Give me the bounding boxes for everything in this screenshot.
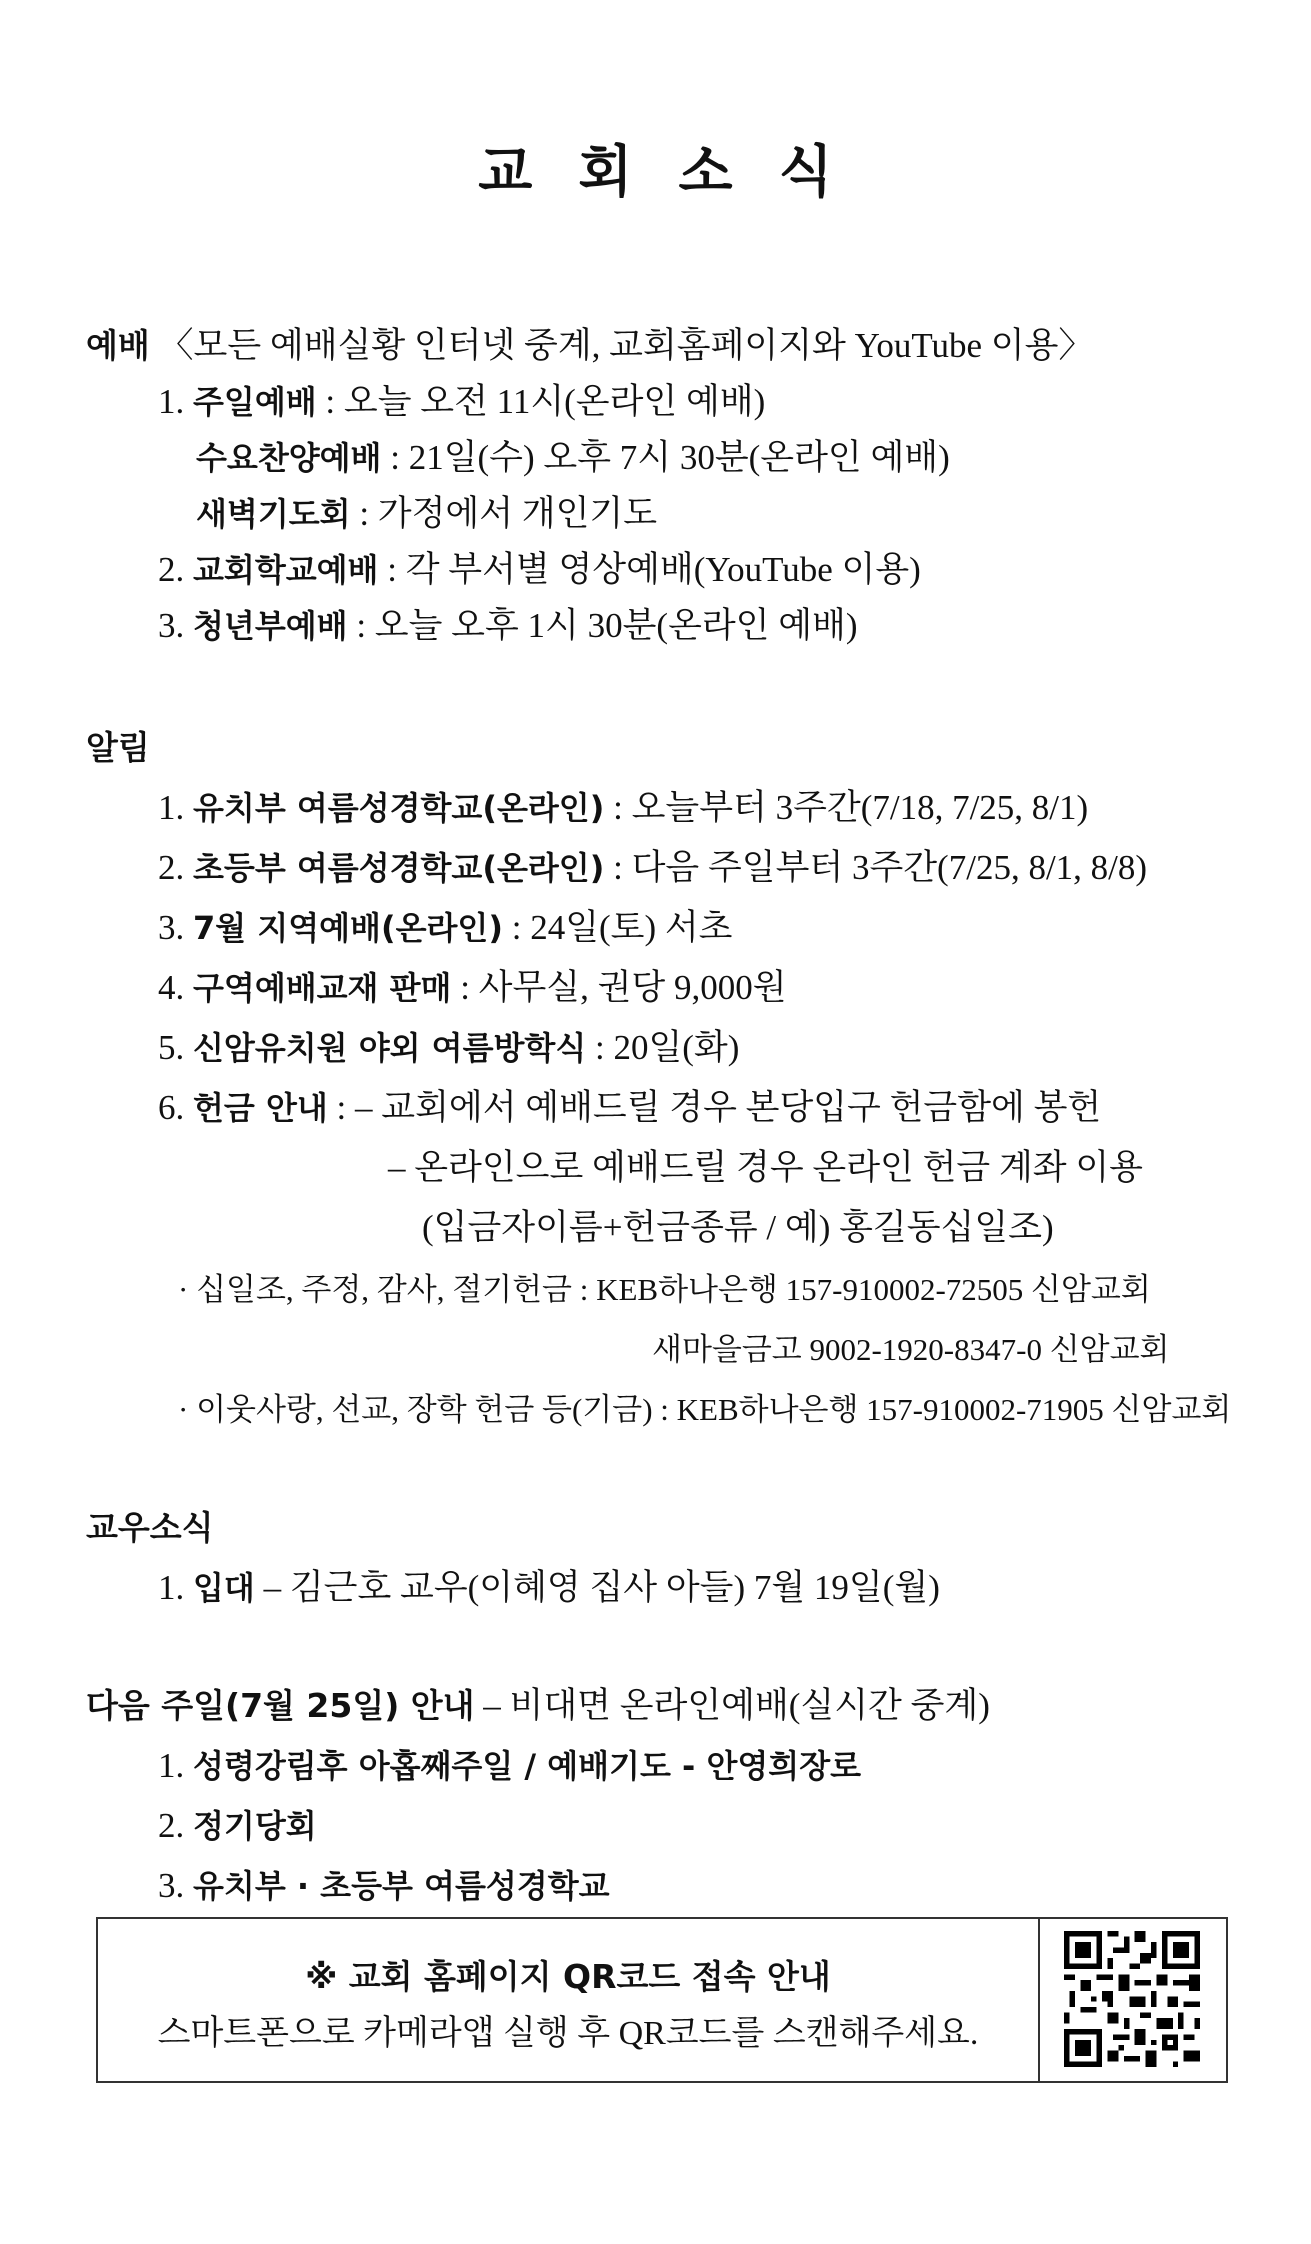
notice-item-4 bbox=[158, 966, 787, 1010]
item-text: 사무실, 권당 9,000원 bbox=[478, 968, 787, 1007]
item-label: 수요찬양예배 bbox=[196, 439, 382, 477]
item-label: 입대 bbox=[193, 1569, 255, 1607]
item-label: 청년부예배 bbox=[193, 607, 348, 645]
account-fund: · 이웃사랑, 선교, 장학 헌금 등(기금) : KEB하나은행 157-910002-71905 신암교회 bbox=[178, 1392, 1232, 1427]
notice-item-5 bbox=[158, 1026, 739, 1070]
qr-box-text: 스마트폰으로 카메라앱 실행 후 QR코드를 스캔해주세요. bbox=[157, 2015, 979, 2052]
notice-item-6 bbox=[158, 1086, 1101, 1130]
box-divider bbox=[1038, 1919, 1040, 2081]
item-label: 신암유치원 야외 여름방학식 bbox=[193, 1029, 587, 1067]
item-label: 새벽기도회 bbox=[196, 495, 351, 533]
item-sep: : bbox=[378, 550, 406, 589]
qr-box-title: ※ 교회 홈페이지 QR코드 접속 안내 bbox=[305, 1957, 831, 1996]
item-number: 3. bbox=[158, 908, 185, 947]
offering-deposit-note: (입금자이름+헌금종류 / 예) 홍길동십일조) bbox=[422, 1208, 1054, 1247]
members-heading: 교우소식 bbox=[86, 1508, 214, 1547]
page-title: 교회소식 bbox=[478, 140, 879, 205]
notices-heading: 알림 bbox=[86, 728, 150, 767]
notices-heading-line bbox=[86, 726, 150, 770]
item-number: 2. bbox=[158, 550, 185, 589]
item-number: 6. bbox=[158, 1088, 185, 1127]
item-label: 주일예배 bbox=[193, 383, 317, 421]
item-sep: : bbox=[350, 494, 378, 533]
notice-item-2 bbox=[158, 846, 1147, 890]
item-number: 1. bbox=[158, 788, 185, 827]
next-sunday-item-2 bbox=[158, 1804, 317, 1848]
item-number: 5. bbox=[158, 1028, 185, 1067]
next-sunday-note: – 비대면 온라인예배(실시간 중계) bbox=[474, 1686, 990, 1725]
item-label: 헌금 안내 bbox=[193, 1089, 328, 1127]
item-text: 성령강림후 아홉째주일 / 예배기도 - bbox=[193, 1747, 707, 1785]
item-sep: : bbox=[347, 606, 375, 645]
worship-item-wednesday bbox=[196, 436, 950, 480]
worship-item-dawn bbox=[196, 492, 657, 536]
item-label: 교회학교예배 bbox=[193, 551, 379, 589]
item-number: 1. bbox=[158, 1746, 185, 1785]
item-text: 20일(화) bbox=[613, 1028, 740, 1067]
item-text: 유치부 · 초등부 여름성경학교 bbox=[193, 1867, 610, 1905]
item-text: – 김근호 교우(이혜영 집사 아들) 7월 19일(월) bbox=[254, 1568, 940, 1607]
item-sep: : bbox=[604, 848, 632, 887]
item-sep: : bbox=[604, 788, 632, 827]
item-label: 7월 지역예배(온라인) bbox=[193, 909, 503, 947]
notice-item-3 bbox=[158, 906, 733, 950]
item-number: 3. bbox=[158, 1866, 185, 1905]
item-text: – 교회에서 예배드릴 경우 본당입구 헌금함에 봉헌 bbox=[355, 1088, 1102, 1127]
members-item-1 bbox=[158, 1566, 940, 1610]
item-sep: : bbox=[502, 908, 531, 947]
offering-online-line: – 온라인으로 예배드릴 경우 온라인 헌금 계좌 이용 bbox=[388, 1148, 1143, 1187]
worship-heading: 예배 bbox=[86, 326, 150, 365]
members-heading-line bbox=[86, 1506, 214, 1550]
qr-info-box bbox=[96, 1917, 1228, 2083]
item-text: 다음 주일부터 3주간(7/25, 8/1, 8/8) bbox=[631, 848, 1148, 887]
item-text: 오늘부터 3주간(7/18, 7/25, 8/1) bbox=[631, 788, 1089, 827]
item-number: 1. bbox=[158, 382, 185, 421]
notice-item-1 bbox=[158, 786, 1088, 830]
item-sep: : bbox=[381, 438, 409, 477]
item-sep: : bbox=[316, 382, 344, 421]
item-text: 가정에서 개인기도 bbox=[377, 494, 658, 533]
item-text: 각 부서별 영상예배(YouTube 이용) bbox=[405, 550, 921, 589]
next-sunday-heading: 다음 주일(7월 25일) 안내 bbox=[86, 1686, 475, 1725]
item-number: 1. bbox=[158, 1568, 185, 1607]
item-text: 오늘 오후 1시 30분(온라인 예배) bbox=[374, 606, 858, 645]
worship-heading-line bbox=[86, 324, 1093, 368]
qr-code-icon[interactable] bbox=[1064, 1931, 1200, 2067]
item-text: 21일(수) 오후 7시 30분(온라인 예배) bbox=[408, 438, 950, 477]
next-sunday-item-3 bbox=[158, 1864, 610, 1908]
worship-item-2 bbox=[158, 548, 921, 592]
item-number: 2. bbox=[158, 1806, 185, 1845]
item-text: 정기당회 bbox=[193, 1807, 317, 1845]
item-text: 오늘 오전 11시(온라인 예배) bbox=[343, 382, 766, 421]
account-saemaeul: 새마을금고 9002-1920-8347-0 신암교회 bbox=[652, 1332, 1170, 1367]
item-number: 3. bbox=[158, 606, 185, 645]
item-number: 4. bbox=[158, 968, 185, 1007]
account-tithe: · 십일조, 주정, 감사, 절기헌금 : KEB하나은행 157-910002-72505 신암교회 bbox=[178, 1272, 1151, 1307]
item-number: 2. bbox=[158, 848, 185, 887]
item-sep: : bbox=[451, 968, 479, 1007]
item-prayer-leader: 안영희장로 bbox=[706, 1747, 862, 1785]
next-sunday-item-1 bbox=[158, 1744, 861, 1788]
item-text: 24일(토) 서초 bbox=[530, 908, 733, 947]
worship-item-3 bbox=[158, 604, 858, 648]
item-label: 유치부 여름성경학교(온라인) bbox=[193, 789, 605, 827]
item-label: 초등부 여름성경학교(온라인) bbox=[193, 849, 605, 887]
worship-heading-note: 〈모든 예배실황 인터넷 중계, 교회홈페이지와 YouTube 이용〉 bbox=[158, 326, 1094, 365]
item-sep: : bbox=[586, 1028, 614, 1067]
item-label: 구역예배교재 판매 bbox=[193, 969, 452, 1007]
next-sunday-heading-line bbox=[86, 1684, 990, 1728]
item-sep: : bbox=[327, 1088, 356, 1127]
worship-item-1 bbox=[158, 380, 765, 424]
